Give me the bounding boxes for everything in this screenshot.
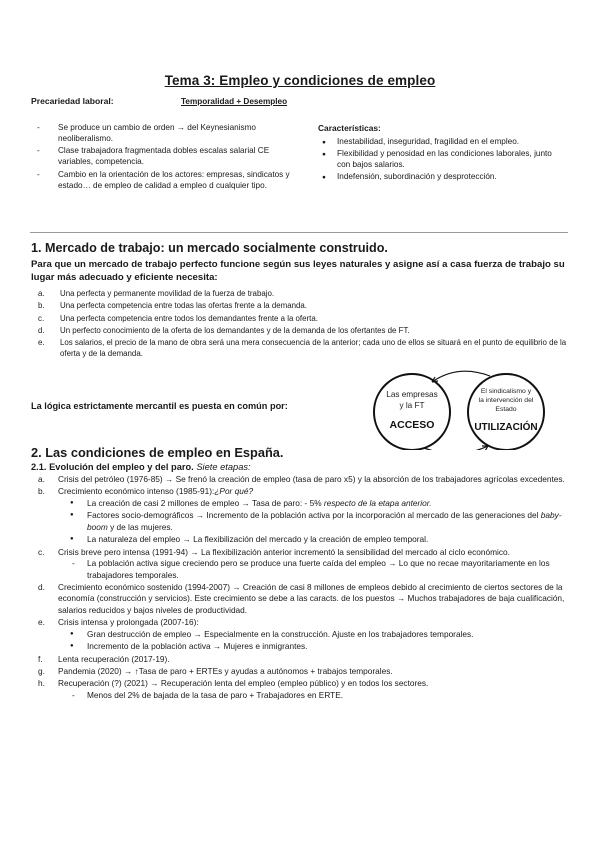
diagram-left-label: ACCESO [389, 419, 435, 431]
section-divider [30, 232, 568, 233]
requirements-list [38, 289, 572, 361]
list-item: - Se produce un cambio de orden → del Keynesianismo neoliberalismo. [36, 122, 306, 144]
list-item: b. Una perfecta competencia entre todas las ofertas frente a la demanda. [38, 301, 307, 311]
arrow-bottom-icon [424, 446, 488, 450]
arrow-top-icon [432, 371, 490, 382]
list-item: ● Factores socio-demográficos → Incremento de la población activa por la incorporación al mercado de las generaciones del baby-boom y de las mujeres. [70, 510, 574, 533]
list-item: d. Un perfecto conocimiento de la oferta de los demandantes y de la demanda de los ofertantes de FT. [38, 325, 410, 335]
list-item: - La población activa sigue creciendo pero se produce una fuerte caída del empleo → Lo que no recae mayoritariamente en los trabajadores temporales. [70, 558, 574, 581]
diagram-right-line3: Estado [495, 406, 517, 413]
list-item: c. Una perfecta competencia entre todos los demandantes frente a la oferta. [38, 313, 318, 323]
caracteristicas-heading: Características: [318, 123, 381, 133]
section-1-heading: 1. Mercado de trabajo: un mercado socialmente construido. [31, 241, 388, 255]
precariedad-summary: Temporalidad + Desempleo [181, 97, 288, 106]
list-item: d. Crecimiento económico sostenido (1994-2007) → Creación de casi 8 millones de empleos debido al crecimiento de ciertos sectores de la economía (construcción y servicios). Este crecimiento se debe a las caracts. de los puestos → Muchos trabajadores de baja cualificación, salarios reducidos y bajos niveles de productividad. [38, 581, 565, 615]
list-item: ● Incremento de la población activa → Mujeres e inmigrantes. [70, 641, 574, 652]
precariedad-list [36, 122, 306, 192]
diagram-left-line1: Las empresas [386, 390, 438, 399]
list-item: - Clase trabajadora fragmentada dobles escalas salarial CE variables, competencia. [36, 145, 306, 167]
list-item: ● La creación de casi 2 millones de empleo → Tasa de paro: - 5% respecto de la etapa anterior. [70, 498, 574, 509]
list-item: - Menos del 2% de bajada de la tasa de paro + Trabajadores en ERTE. [70, 690, 574, 701]
page-title: Tema 3: Empleo y condiciones de empleo [164, 73, 436, 88]
sub-list [70, 629, 574, 653]
list-item: ● La naturaleza del empleo → La flexibilización del mercado y la creación de empleo temporal. [70, 534, 574, 545]
list-item: ● Indefensión, subordinación y desprotección. [322, 171, 558, 182]
section-2-1-heading: 2.1. Evolución del empleo y del paro. Siete etapas: [31, 462, 251, 472]
sub-list [70, 690, 574, 701]
list-item: ● Gran destrucción de empleo → Especialmente en la construcción. Ajuste en los trabajadores temporales. [70, 629, 574, 640]
section-2-heading: 2. Las condiciones de empleo en España. [31, 445, 284, 460]
list-item: - Cambio en la orientación de los actores: empresas, sindicatos y estado… de empleo de calidad a empleo d cualquier tipo. [36, 169, 306, 191]
list-item: ● Flexibilidad y penosidad en las condiciones laborales, junto con bajos salarios. [322, 148, 558, 170]
section-1-intro: Para que un mercado de trabajo perfecto funcione según sus leyes naturales y asigne así a casa fuerza de trabajo su lugar más adecuado y eficiente necesita: [31, 259, 565, 284]
list-item: e. Crisis intensa y prolongada (2007-16): ● Gran destrucción de empleo → Especialmente en la construcción. Ajuste en los trabajadores temporales. ● Incremento de la población activa → Mujeres e inmigrantes. [38, 617, 574, 652]
diagram-right-line1: El sindicalismo y [480, 388, 532, 395]
list-item: c. Crisis breve pero intensa (1991-94) → La flexibilización anterior incrementó la sensibilidad del mercado al ciclo económico. - La población activa sigue creciendo pero se produce una fuerte caída del empleo → Lo que no recae mayoritariamente en los trabajadores temporales. [38, 547, 574, 581]
list-item: a. Una perfecta y permanente movilidad de la fuerza de trabajo. [38, 289, 275, 298]
diagram-right-line2: la intervención del [478, 397, 534, 404]
access-utilization-diagram [360, 370, 570, 450]
precariedad-label: Precariedad laboral: [31, 96, 114, 106]
caracteristicas-list [322, 136, 558, 184]
diagram-right-label: UTILIZACIÓN [474, 422, 538, 433]
sub-list [70, 498, 574, 546]
stages-list [38, 474, 574, 702]
diagram-left-line2: y la FT [399, 401, 425, 410]
list-item: f. Lenta recuperación (2017-19). [38, 653, 170, 664]
list-item: ● Inestabilidad, inseguridad, fragilidad en el empleo. [322, 136, 558, 147]
logic-statement: La lógica estrictamente mercantil es puesta en común por: [31, 401, 288, 411]
list-item: g. Pandemia (2020) → ↑Tasa de paro + ERTEs y ayudas a autónomos + trabajos temporales. [38, 666, 393, 676]
sub-list [70, 558, 574, 581]
list-item: h. Recuperación (?) (2021) → Recuperación lenta del empleo (empleo público) y en todos los sectores. - Menos del 2% de bajada de la tasa de paro + Trabajadores en ERTE. [38, 678, 574, 701]
list-item: a. Crisis del petróleo (1976-85) → Se frenó la creación de empleo (tasa de paro x5) y la absorción de los trabajadores agrícolas excedentes. [38, 474, 565, 484]
list-item: e. Los salarios, el precio de la mano de obra será una mera consecuencia de la anterior; cada uno de ellos se situará en el punto de equilibrio de la oferta y de la demanda. [38, 338, 567, 358]
access-circle [374, 374, 450, 450]
list-item: b. Crecimiento económico intenso (1985-91):¿Por qué? ● La creación de casi 2 millones de empleo → Tasa de paro: - 5% respecto de la etapa anterior. ● Factores socio-demográficos → Incremento de la población activa por la incorporación al mercado de las generaciones del baby-boom y de las mujeres. ● La naturaleza del empleo → La flexibilización del mercado y la creación de empleo temporal. [38, 486, 574, 545]
